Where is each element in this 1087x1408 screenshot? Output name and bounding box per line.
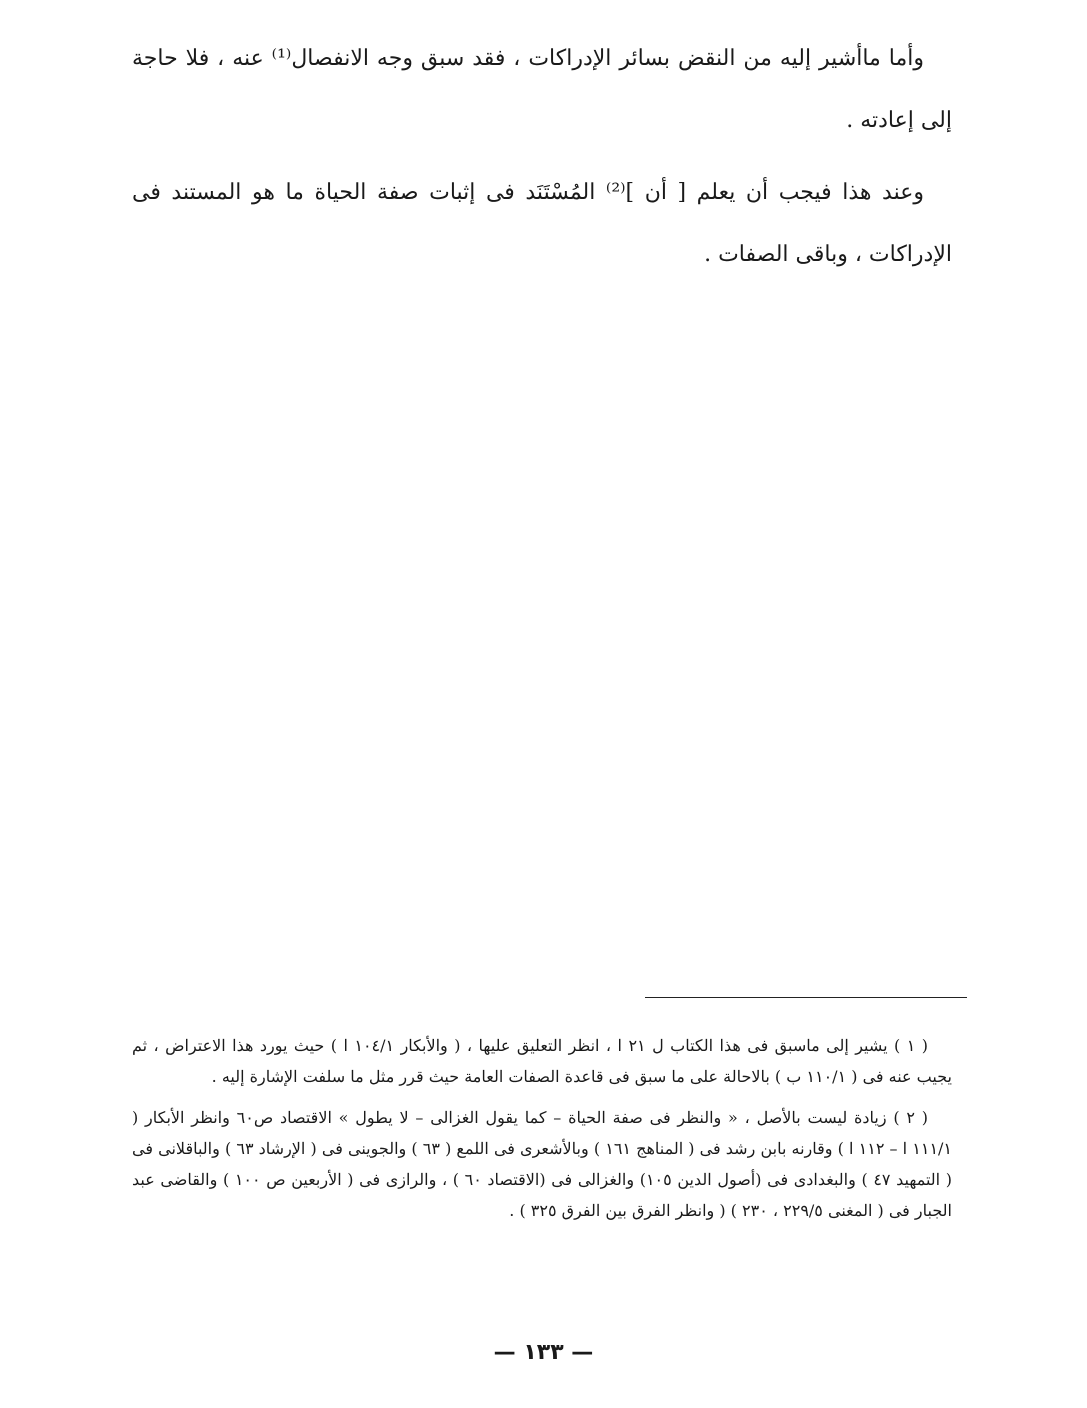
footnote-1: ( ١ ) يشير إلى ماسبق فى هذا الكتاب ل ٢١ ا ، انظر التعليق عليها ، ( والأبكار ١٠٤/١ ا ) حيث يورد هذا الاعتراض ، ثم يجيب عنه فى ( ١١٠/١ ب ) بالاحالة على ما سبق فى قاعدة الصفات العامة حيث قرر مثل ما سلفت الإشارة إليه .	[132, 1036, 952, 1086]
footnotes	[132, 1030, 952, 1226]
main-text	[132, 28, 952, 286]
page-number: — ١٣٣ —	[493, 1340, 594, 1365]
footnote-separator	[645, 997, 967, 998]
body-paragraph-1: وأما ماأشير إليه من النقض بسائر الإدراكات ، فقد سبق وجه الانفصال⁽¹⁾ عنه ، فلا حاجة إلى إعادته .	[132, 46, 952, 133]
body-paragraph-2: وعند هذا فيجب أن يعلم [ أن ]⁽²⁾ المُسْتَنَد فى إثبات صفة الحياة ما هو المستند فى الإدراكات ، وباقى الصفات .	[132, 180, 952, 267]
footnote-2: ( ٢ ) زيادة ليست بالأصل ، « والنظر فى صفة الحياة – كما يقول الغزالى – لا يطول » الاقتصاد ص٦٠ وانظر الأبكار ( ١١١/١ ا – ١١٢ ا ) وقارنه بابن رشد فى ( المناهج ١٦١ ) وبالأشعرى فى اللمع ( ٦٣ ) والجوينى فى ( الإرشاد ٦٣ ) والباقلانى فى ( التمهيد ٤٧ ) والبغدادى فى (أصول الدين ١٠٥) والغزالى فى (الاقتصاد ٦٠ ) ، والرازى فى ( الأربعين ص ١٠٠ ) والقاضى عبد الجبار فى ( المغنى ٢٢٩/٥ ، ٢٣٠ ) ( وانظر الفرق بين الفرق ٣٢٥ ) .	[132, 1108, 953, 1220]
